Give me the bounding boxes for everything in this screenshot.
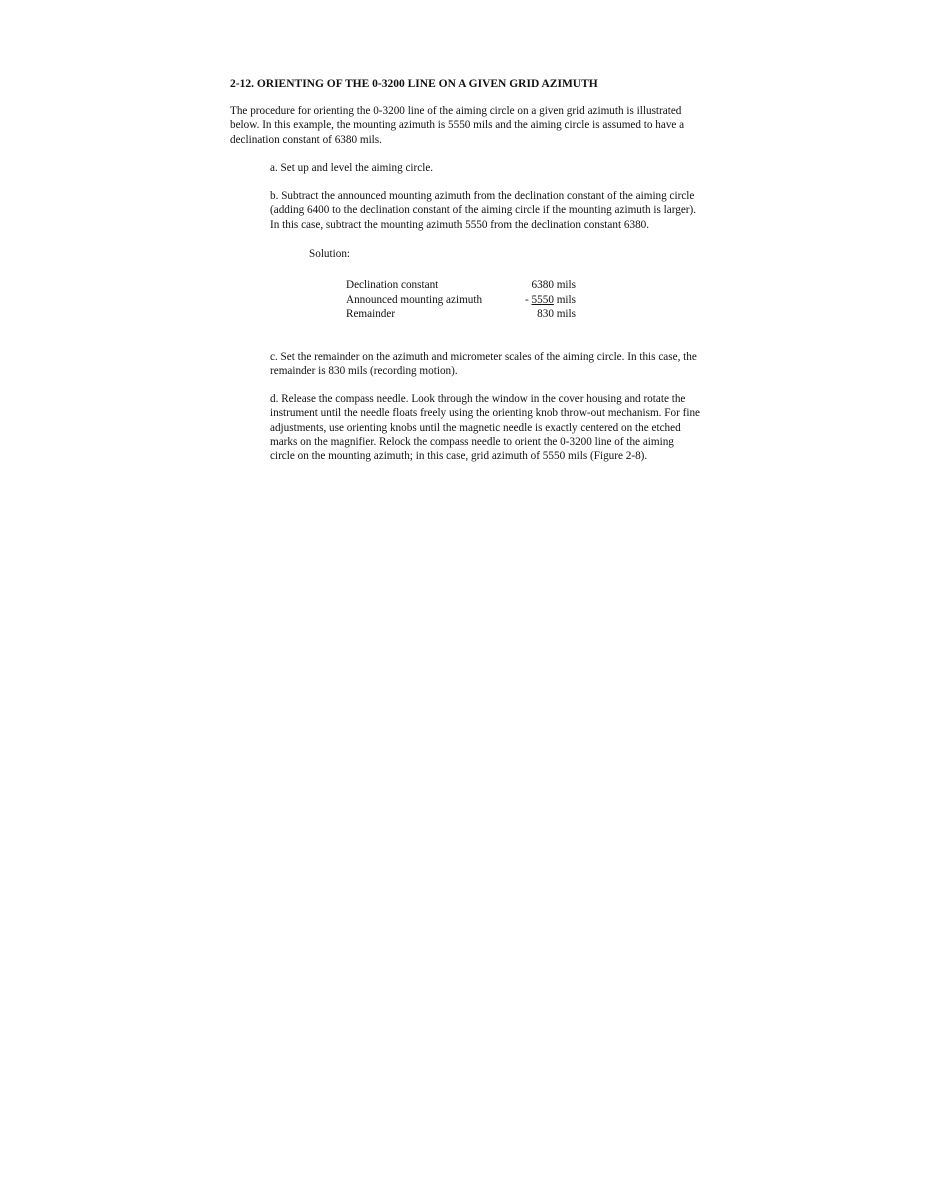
calc-value: 6380 mils: [531, 279, 576, 292]
section-title: 2-12. ORIENTING OF THE 0-3200 LINE ON A GIVEN GRID AZIMUTH: [230, 78, 598, 90]
calc-value: 830 mils: [537, 308, 576, 321]
calc-value: [506, 293, 576, 308]
unit: mils: [553, 293, 576, 306]
calc-label: Remainder: [346, 308, 396, 321]
step-c: c. Set the remainder on the azimuth and micrometer scales of the aiming circle. In this case, the remainder is 830 mils (recording motion).: [270, 350, 697, 377]
step-b: b. Subtract the announced mounting azimuth from the declination constant of the aiming circle (adding 6400 to the declination constant of the aiming circle if the mounting azimuth is larger). In this case, subtract the mounting azimuth 5550 from the declination constant 6380.: [270, 190, 697, 231]
table-row: [346, 293, 576, 308]
intro-paragraph: The procedure for orienting the 0-3200 line of the aiming circle on a given grid azimuth is illustrated below. In this example, the mounting azimuth is 5550 mils and the aiming circle is assumed to have a declination constant of 6380 mils.: [230, 105, 685, 146]
step-a: a. Set up and level the aiming circle.: [270, 161, 434, 174]
minus-sign: -: [525, 293, 532, 306]
solution-label: Solution:: [309, 248, 351, 261]
table-row: [346, 278, 576, 293]
calc-label: Announced mounting azimuth: [346, 293, 483, 306]
step-d: d. Release the compass needle. Look through the window in the cover housing and rotate the instrument until the needle floats freely using the orienting knob throw-out mechanism. For fine adjustments, use orienting knobs until the magnetic needle is exactly centered on the etched marks on the magnifier. Relock the compass needle to orient the 0-3200 line of the aiming circle on the mounting azimuth; in this case, grid azimuth of 5550 mils (Figure 2-8).: [270, 393, 701, 463]
calc-label: Declination constant: [346, 279, 439, 292]
calculation-table: [346, 278, 576, 322]
table-row: [346, 307, 576, 322]
underlined-number: 5550: [531, 293, 554, 306]
document-page: [230, 78, 700, 478]
